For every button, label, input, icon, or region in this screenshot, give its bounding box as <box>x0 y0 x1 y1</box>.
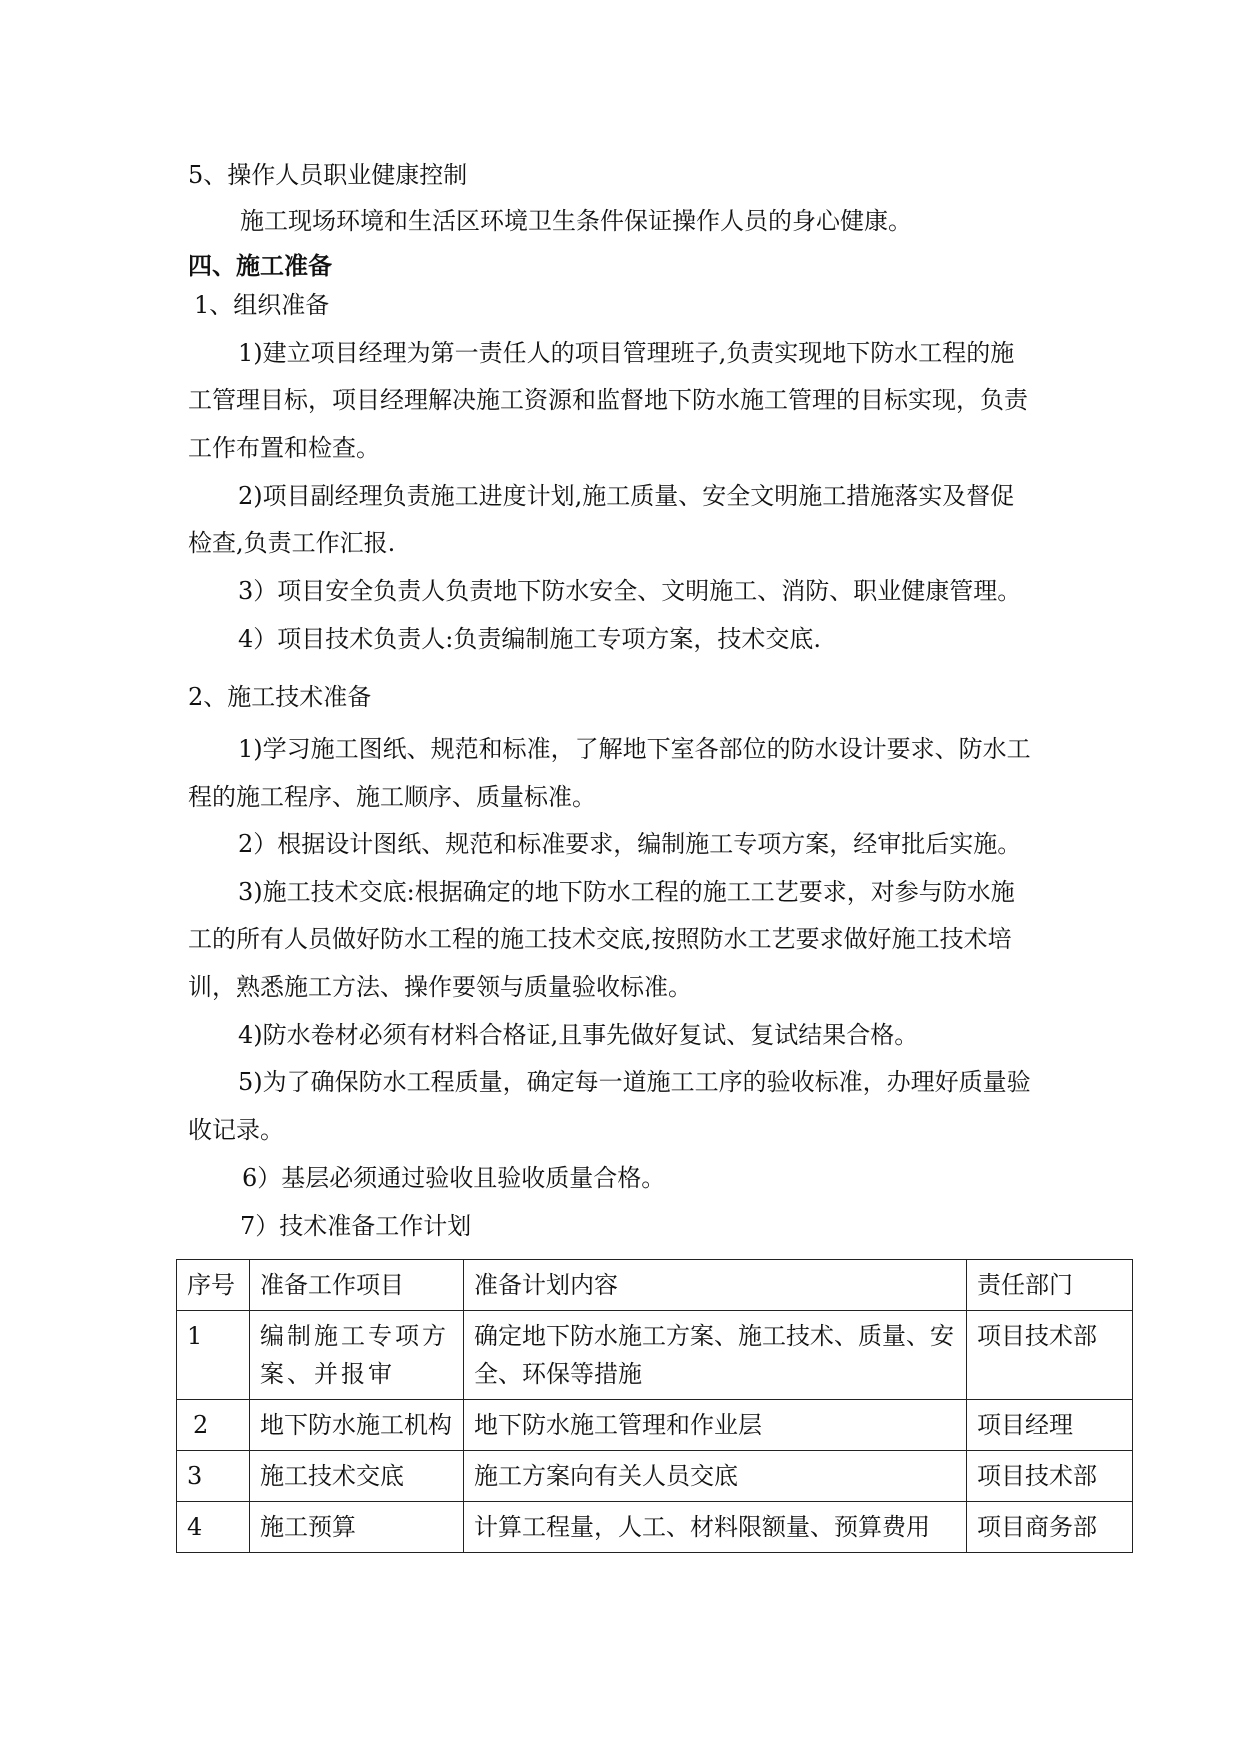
table-cell: 项目经理 <box>967 1400 1133 1451</box>
table-cell: 项目技术部 <box>967 1311 1133 1400</box>
paragraph-line: 训，熟悉施工方法、操作要领与质量验收标准。 <box>188 973 692 1001</box>
table-cell: 施工技术交底 <box>250 1451 464 1502</box>
paragraph-line: 工的所有人员做好防水工程的施工技术交底,按照防水工艺要求做好施工技术培 <box>188 925 1012 953</box>
table-cell: 确定地下防水施工方案、施工技术、质量、安全、环保等措施 <box>464 1311 967 1400</box>
paragraph-line: 1)学习施工图纸、规范和标准，了解地下室各部位的防水设计要求、防水工 <box>238 735 1031 763</box>
table-row <box>177 1502 1133 1553</box>
paragraph-line: 2）根据设计图纸、规范和标准要求，编制施工专项方案，经审批后实施。 <box>238 830 1022 858</box>
table-row <box>177 1451 1133 1502</box>
paragraph-line: 工作布置和检查。 <box>188 434 380 462</box>
header-cell: 责任部门 <box>967 1260 1133 1311</box>
paragraph-line: 3）项目安全负责人负责地下防水安全、文明施工、消防、职业健康管理。 <box>238 577 1022 605</box>
table-cell: 编制施工专项方案、并报审 <box>250 1311 464 1400</box>
table-cell: 施工预算 <box>250 1502 464 1553</box>
header-cell: 序号 <box>177 1260 250 1311</box>
table-header-row <box>177 1260 1133 1311</box>
header-cell: 准备工作项目 <box>250 1260 464 1311</box>
table-row <box>177 1400 1133 1451</box>
table-cell: 地下防水施工管理和作业层 <box>464 1400 967 1451</box>
table-cell: 4 <box>177 1502 250 1553</box>
table-cell: 项目商务部 <box>967 1502 1133 1553</box>
paragraph-line: 1)建立项目经理为第一责任人的项目管理班子,负责实现地下防水工程的施 <box>238 339 1015 367</box>
paragraph-line: 施工现场环境和生活区环境卫生条件保证操作人员的身心健康。 <box>240 207 912 235</box>
paragraph-line: 6）基层必须通过验收且验收质量合格。 <box>242 1164 666 1192</box>
header-cell: 准备计划内容 <box>464 1260 967 1311</box>
paragraph-line: 4)防水卷材必须有材料合格证,且事先做好复试、复试结果合格。 <box>238 1021 919 1049</box>
table-cell: 2 <box>177 1400 250 1451</box>
table-cell: 项目技术部 <box>967 1451 1133 1502</box>
section-heading: 2、施工技术准备 <box>188 683 372 711</box>
paragraph-line: 检查,负责工作汇报. <box>188 529 396 557</box>
table-cell: 1 <box>177 1311 250 1400</box>
paragraph-line: 收记录。 <box>188 1116 284 1144</box>
paragraph-line: 程的施工程序、施工顺序、质量标准。 <box>188 783 596 811</box>
table-cell: 施工方案向有关人员交底 <box>464 1451 967 1502</box>
section-heading: 1、组织准备 <box>194 291 330 319</box>
paragraph-line: 4）项目技术负责人:负责编制施工专项方案，技术交底. <box>238 625 821 653</box>
chapter-heading: 四、施工准备 <box>188 252 332 280</box>
paragraph-line: 2)项目副经理负责施工进度计划,施工质量、安全文明施工措施落实及督促 <box>238 482 1015 510</box>
table-cell: 计算工程量，人工、材料限额量、预算费用 <box>464 1502 967 1553</box>
paragraph-line: 工管理目标，项目经理解决施工资源和监督地下防水施工管理的目标实现，负责 <box>188 386 1028 414</box>
table-cell: 3 <box>177 1451 250 1502</box>
section-heading: 5、操作人员职业健康控制 <box>188 161 468 189</box>
work-plan-table <box>176 1259 1133 1553</box>
paragraph-line: 3)施工技术交底:根据确定的地下防水工程的施工工艺要求，对参与防水施 <box>238 878 1015 906</box>
table-row <box>177 1311 1133 1400</box>
paragraph-line: 5)为了确保防水工程质量，确定每一道施工工序的验收标准，办理好质量验 <box>238 1068 1031 1096</box>
paragraph-line: 7）技术准备工作计划 <box>240 1212 472 1240</box>
table-cell: 地下防水施工机构 <box>250 1400 464 1451</box>
